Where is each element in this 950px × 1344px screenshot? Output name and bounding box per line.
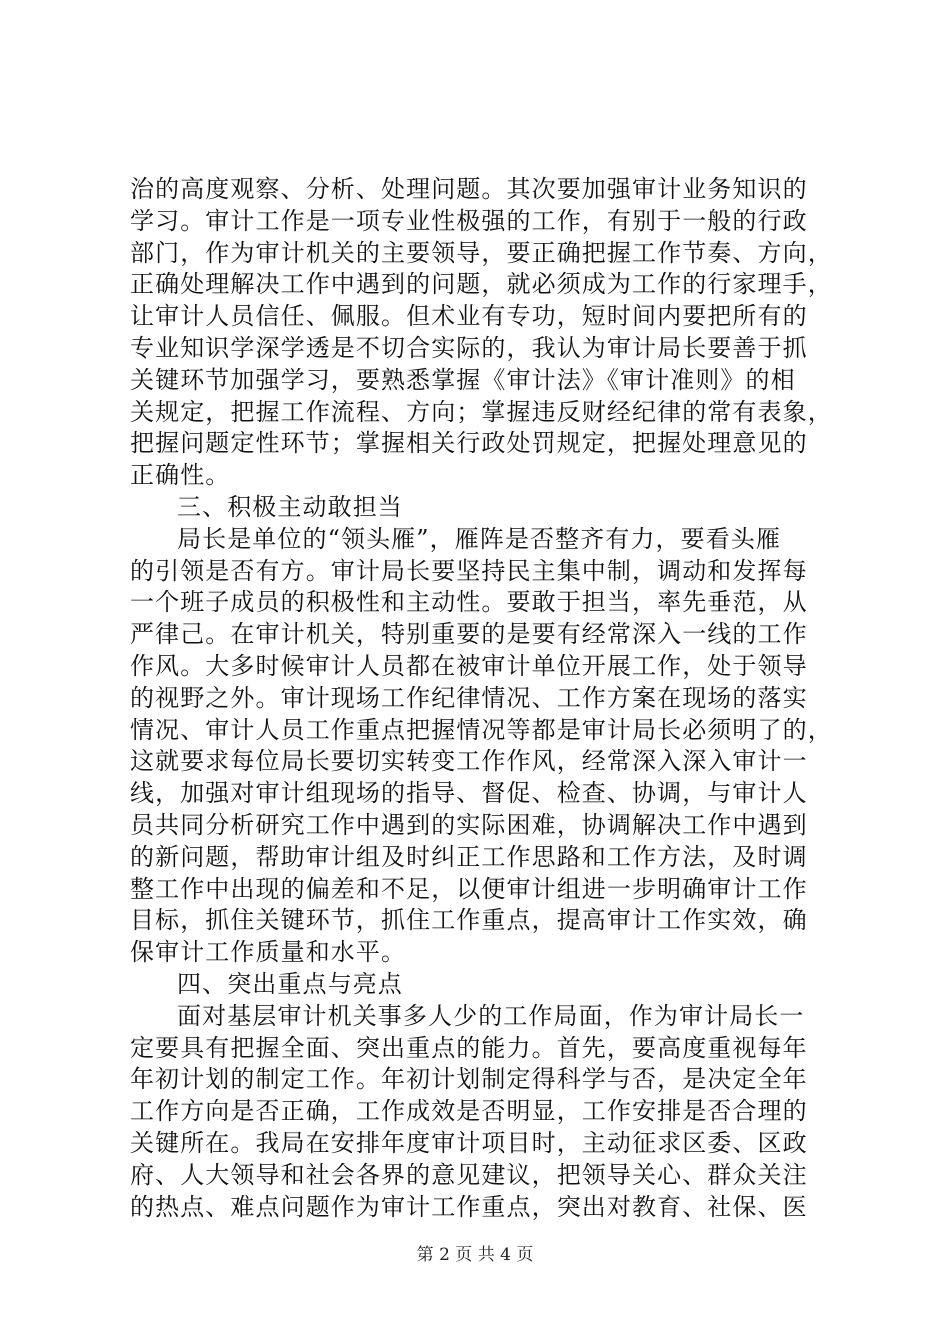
body-line: 整工作中出现的偏差和不足，以便审计组进一步明确审计工作 [130,874,808,903]
body-line: 定要具有把握全面、突出重点的能力。首先，要高度重视每年 [130,1033,808,1062]
body-line: 情况、审计人员工作重点把握情况等都是审计局长必须明了的， [130,715,833,744]
body-line: 部门，作为审计机关的主要领导，要正确把握工作节奏、方向， [130,238,833,267]
body-line: 学习。审计工作是一项专业性极强的工作，有别于一般的行政 [130,206,808,235]
body-line: 关规定，把握工作流程、方向；掌握违反财经纪律的常有表象， [130,397,833,426]
body-line: 府、人大领导和社会各界的意见建议，把领导关心、群众关注 [130,1160,808,1189]
body-line: 目标，抓住关键环节，抓住工作重点，提高审计工作实效，确 [130,906,808,935]
section-heading: 三、积极主动敢担当 [177,492,403,521]
body-line: 把握问题定性环节；掌握相关行政处罚规定，把握处理意见的 [130,429,808,458]
body-line: 正确处理解决工作中遇到的问题，就必须成为工作的行家理手， [130,270,833,299]
document-body [130,174,833,1223]
body-line: 的新问题，帮助审计组及时纠正工作思路和工作方法，及时调 [130,842,808,871]
paragraph-first-line: 面对基层审计机关事多人少的工作局面，作为审计局长一 [177,1001,805,1030]
body-line: 关键所在。我局在安排年度审计项目时，主动征求区委、区政 [130,1128,808,1157]
page-number-footer: 第 2 页 共 4 页 [416,1245,534,1265]
body-line: 的引领是否有方。审计局长要坚持民主集中制，调动和发挥每 [130,556,808,585]
body-line: 年初计划的制定工作。年初计划制定得科学与否，是决定全年 [130,1065,808,1094]
body-line: 一个班子成员的积极性和主动性。要敢于担当，率先垂范，从 [130,588,808,617]
body-line: 治的高度观察、分析、处理问题。其次要加强审计业务知识的 [130,175,808,203]
body-line: 作风。大多时候审计人员都在被审计单位开展工作，处于领导 [130,651,808,680]
body-line: 这就要求每位局长要切实转变工作作风，经常深入深入审计一 [130,747,808,776]
body-line: 严律己。在审计机关，特别重要的是要有经常深入一线的工作 [130,620,808,649]
body-line: 员共同分析研究工作中遇到的实际困难，协调解决工作中遇到 [130,810,808,839]
body-line: 专业知识学深学透是不切合实际的，我认为审计局长要善于抓 [130,333,808,362]
body-line: 的视野之外。审计现场工作纪律情况、工作方案在现场的落实 [130,683,808,712]
body-line: 关键环节加强学习，要熟悉掌握《审计法》《审计准则》的相 [130,365,796,394]
body-line: 正确性。 [130,461,231,490]
body-line: 线，加强对审计组现场的指导、督促、检查、协调，与审计人 [130,779,808,808]
body-line: 工作方向是否正确，工作成效是否明显，工作安排是否合理的 [130,1097,808,1126]
body-line: 的热点、难点问题作为审计工作重点，突出对教育、社保、医 [130,1192,808,1221]
body-line: 保审计工作质量和水平。 [130,938,407,967]
section-heading: 四、突出重点与亮点 [177,969,403,998]
body-line: 让审计人员信任、佩服。但术业有专功，短时间内要把所有的 [130,302,808,331]
paragraph-first-line: 局长是单位的“领头雁”，雁阵是否整齐有力，要看头雁 [177,524,782,553]
